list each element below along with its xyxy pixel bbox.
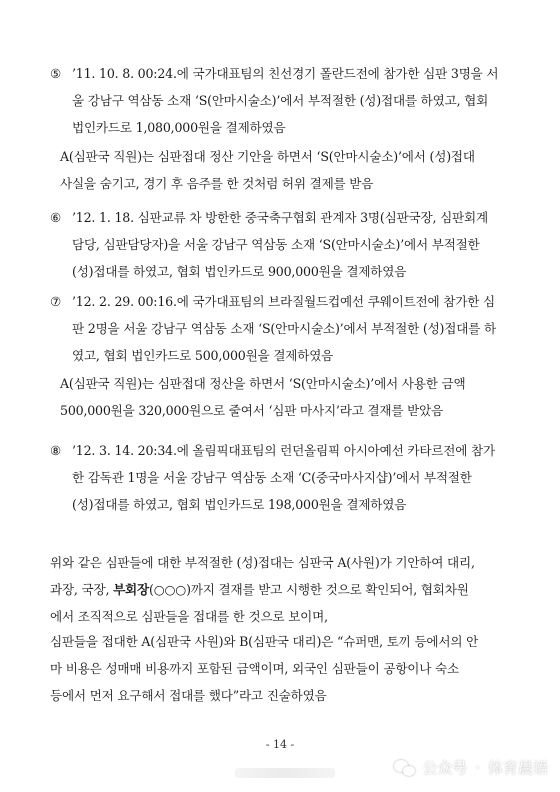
item-line: 담당, 심판담당자)을 서울 강남구 역삼동 소재 ‘S(안마시술소)’에서 부적절한 [72, 237, 480, 252]
summary-line: 위와 같은 심판들에 대한 부적절한 (성)접대는 심판국 A(사원)가 기안하여 대리, [50, 555, 475, 570]
statement-line: 마 비용은 성매매 비용까지 포함된 금액이며, 외국인 심판들이 공항이나 숙소 [50, 661, 459, 676]
watermark-account: 体育晨语 [487, 759, 548, 777]
list-item-6 [50, 204, 520, 285]
statement-line: 등에서 먼저 요구해서 접대를 했다”라고 진술하였음 [50, 688, 327, 703]
list-item-7 [50, 288, 520, 369]
item-line: 판 2명을 서울 강남구 역삼동 소재 ‘S(안마시술소)’에서 부적절한 (성)접대를 하 [72, 321, 496, 336]
summary-text: 과장, 국장, [50, 582, 114, 597]
summary-line: 에서 조직적으로 심판들을 접대를 한 것으로 보이며, [50, 609, 328, 624]
list-item-5 [50, 60, 520, 141]
item-line: (성)접대를 하였고, 협회 법인카드로 198,000원을 결제하였음 [72, 497, 407, 512]
item-line: ’12. 2. 29. 00:16.에 국가대표팀의 브라질월드컵예선 쿠웨이트전에 참가한 심 [72, 294, 495, 309]
item-line: 법인카드로 1,080,000원을 결제하였음 [72, 120, 286, 135]
note-line: A(심판국 직원)는 심판접대 정산을 하면서 ‘S(안마시술소)’에서 사용한 금액 [60, 376, 466, 391]
note-line: A(심판국 직원)는 심판접대 정산 기안을 하면서 ‘S(안마시술소)’에서 (성)접대 [60, 149, 475, 164]
watermark-label: 公众号 [422, 759, 468, 777]
item-line: ’12. 3. 14. 20:34.에 올림픽대표팀의 런던올림픽 아시아예선 카타르전에 참가 [72, 443, 495, 458]
note-1 [60, 143, 520, 197]
note-line: 사실을 숨기고, 경기 후 음주를 한 것처럼 허위 결제를 받음 [60, 176, 374, 191]
summary-text: (○○○)까지 결재를 받고 시행한 것으로 확인되어, 협회차원 [148, 582, 469, 597]
item-line: ’12. 1. 18. 심판교류 차 방한한 중국축구협회 관계자 3명(심판국장, 심판회계 [72, 210, 488, 225]
wechat-icon [394, 759, 416, 777]
item-marker: ⑤ [50, 66, 62, 81]
note-2 [60, 370, 520, 424]
watermark [394, 757, 548, 778]
summary-line [50, 576, 520, 603]
summary-paragraph [50, 549, 520, 630]
item-marker: ⑦ [50, 294, 62, 309]
item-line: (성)접대를 하였고, 협회 법인카드로 900,000원을 결제하였음 [72, 264, 407, 279]
watermark-separator: · [475, 758, 480, 777]
item-marker: ⑧ [50, 443, 62, 458]
statement-line: 심판들을 접대한 A(심판국 사원)와 B(심판국 대리)은 “슈퍼맨, 토끼 등에서의 안 [50, 634, 479, 649]
item-line: 였고, 협회 법인카드로 500,000원을 결제하였음 [72, 348, 334, 363]
list-item-8 [50, 437, 520, 518]
statement-paragraph [50, 628, 520, 709]
blurred-strip [235, 768, 335, 778]
summary-bold-text: 부회장 [113, 582, 149, 597]
item-line: ’11. 10. 8. 00:24.에 국가대표팀의 친선경기 폴란드전에 참가한 심판 3명을 서 [72, 66, 499, 81]
note-line: 500,000원을 320,000원으로 줄여서 ‘심판 마사지’라고 결재를 받았음 [60, 403, 444, 418]
page-number: - 14 - [265, 738, 295, 751]
item-line: 울 강남구 역삼동 소재 ‘S(안마시술소)’에서 부적절한 (성)접대를 하였고, 협회 [72, 93, 489, 108]
item-line: 한 감독관 1명을 서울 강남구 역삼동 소재 ‘C(중국마사지샵)’에서 부적절한 [72, 470, 472, 485]
item-marker: ⑥ [50, 210, 62, 225]
